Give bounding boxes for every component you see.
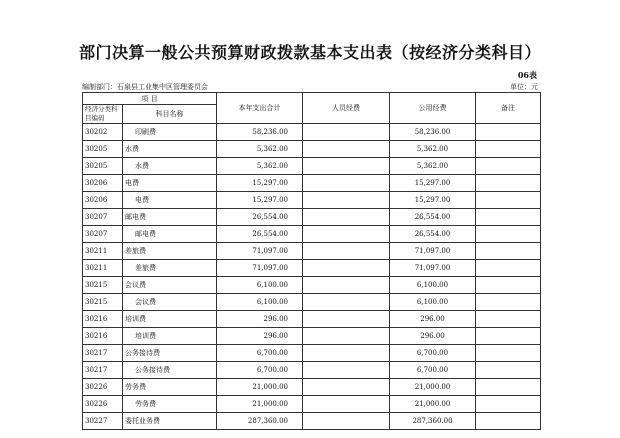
cell-personnel [303, 124, 390, 141]
cell-name: 电费 [123, 192, 217, 209]
cell-public: 5,362.00 [390, 158, 476, 175]
table-row [83, 175, 541, 192]
cell-code: 30206 [83, 192, 123, 209]
cell-code: 30202 [83, 124, 123, 141]
cell-total: 58,236.00 [217, 124, 303, 141]
cell-name: 委托业务费 [123, 413, 217, 430]
cell-personnel [303, 141, 390, 158]
cell-remark [476, 175, 541, 192]
cell-remark [476, 226, 541, 243]
table-row [83, 328, 541, 345]
table-row [83, 311, 541, 328]
cell-public: 6,100.00 [390, 294, 476, 311]
cell-total: 5,362.00 [217, 158, 303, 175]
cell-public: 15,297.00 [390, 175, 476, 192]
cell-remark [476, 328, 541, 345]
cell-public: 21,000.00 [390, 379, 476, 396]
cell-name: 差旅费 [123, 260, 217, 277]
cell-total: 6,100.00 [217, 277, 303, 294]
cell-remark [476, 345, 541, 362]
cell-code: 30227 [83, 413, 123, 430]
cell-total: 6,100.00 [217, 294, 303, 311]
org-label: 编制部门：石泉县工业集中区管理委员会 [82, 83, 208, 91]
cell-public: 26,554.00 [390, 209, 476, 226]
table-code: 06表 [517, 70, 537, 80]
cell-name: 会议费 [123, 294, 217, 311]
cell-public: 6,700.00 [390, 362, 476, 379]
cell-public: 6,100.00 [390, 277, 476, 294]
cell-personnel [303, 413, 390, 430]
cell-code: 30217 [83, 345, 123, 362]
cell-personnel [303, 311, 390, 328]
cell-remark [476, 294, 541, 311]
cell-personnel [303, 243, 390, 260]
unit-label: 单位：元 [510, 83, 538, 91]
cell-code: 30226 [83, 396, 123, 413]
cell-name: 差旅费 [123, 243, 217, 260]
header-public: 公用经费 [390, 93, 476, 124]
cell-name: 印刷费 [123, 124, 217, 141]
cell-personnel [303, 362, 390, 379]
cell-code: 30217 [83, 362, 123, 379]
cell-personnel [303, 277, 390, 294]
table-row [83, 345, 541, 362]
header-remark: 备注 [476, 93, 541, 124]
cell-public: 71,097.00 [390, 260, 476, 277]
cell-code: 30205 [83, 141, 123, 158]
cell-code: 30215 [83, 294, 123, 311]
cell-public: 296.00 [390, 311, 476, 328]
cell-total: 21,000.00 [217, 396, 303, 413]
cell-remark [476, 277, 541, 294]
cell-code: 30216 [83, 328, 123, 345]
cell-total: 71,097.00 [217, 260, 303, 277]
cell-public: 5,362.00 [390, 141, 476, 158]
cell-name: 培训费 [123, 328, 217, 345]
cell-name: 电费 [123, 175, 217, 192]
cell-name: 公务接待费 [123, 345, 217, 362]
cell-remark [476, 362, 541, 379]
table-row [83, 158, 541, 175]
cell-name: 邮电费 [123, 226, 217, 243]
cell-total: 26,554.00 [217, 226, 303, 243]
cell-remark [476, 158, 541, 175]
cell-code: 30206 [83, 175, 123, 192]
expenditure-table [82, 92, 541, 430]
cell-remark [476, 311, 541, 328]
cell-personnel [303, 379, 390, 396]
table-row [83, 243, 541, 260]
cell-total: 21,000.00 [217, 379, 303, 396]
header-total: 本年支出合计 [217, 93, 303, 124]
cell-name: 劳务费 [123, 379, 217, 396]
cell-public: 58,236.00 [390, 124, 476, 141]
cell-code: 30207 [83, 226, 123, 243]
cell-personnel [303, 396, 390, 413]
cell-total: 6,700.00 [217, 362, 303, 379]
table-row [83, 192, 541, 209]
cell-total: 287,360.00 [217, 413, 303, 430]
table-row [83, 413, 541, 430]
cell-personnel [303, 328, 390, 345]
cell-code: 30211 [83, 243, 123, 260]
cell-total: 6,700.00 [217, 345, 303, 362]
cell-remark [476, 413, 541, 430]
cell-remark [476, 260, 541, 277]
cell-public: 26,554.00 [390, 226, 476, 243]
cell-name: 劳务费 [123, 396, 217, 413]
cell-remark [476, 209, 541, 226]
header-econ-code: 经济分类科目编码 [83, 105, 123, 124]
cell-code: 30205 [83, 158, 123, 175]
cell-public: 15,297.00 [390, 192, 476, 209]
cell-personnel [303, 209, 390, 226]
cell-remark [476, 192, 541, 209]
cell-personnel [303, 158, 390, 175]
cell-public: 6,700.00 [390, 345, 476, 362]
table-row [83, 396, 541, 413]
table-row [83, 124, 541, 141]
table-row [83, 294, 541, 311]
table-row [83, 260, 541, 277]
table-row [83, 277, 541, 294]
cell-personnel [303, 260, 390, 277]
cell-personnel [303, 175, 390, 192]
cell-code: 30226 [83, 379, 123, 396]
cell-remark [476, 396, 541, 413]
cell-personnel [303, 192, 390, 209]
cell-code: 30216 [83, 311, 123, 328]
table-row [83, 209, 541, 226]
cell-public: 21,000.00 [390, 396, 476, 413]
cell-name: 公务接待费 [123, 362, 217, 379]
cell-public: 287,360.00 [390, 413, 476, 430]
cell-total: 26,554.00 [217, 209, 303, 226]
cell-public: 296.00 [390, 328, 476, 345]
cell-name: 邮电费 [123, 209, 217, 226]
cell-total: 5,362.00 [217, 141, 303, 158]
cell-total: 296.00 [217, 328, 303, 345]
page-title: 部门决算一般公共预算财政拨款基本支出表（按经济分类科目） [78, 43, 541, 62]
table-row [83, 141, 541, 158]
header-personnel: 人员经费 [303, 93, 390, 124]
cell-personnel [303, 294, 390, 311]
cell-total: 71,097.00 [217, 243, 303, 260]
cell-name: 培训费 [123, 311, 217, 328]
cell-public: 71,097.00 [390, 243, 476, 260]
table-row [83, 362, 541, 379]
header-subject-name: 科目名称 [123, 105, 217, 124]
cell-name: 水费 [123, 141, 217, 158]
cell-personnel [303, 345, 390, 362]
cell-total: 296.00 [217, 311, 303, 328]
cell-remark [476, 124, 541, 141]
cell-code: 30215 [83, 277, 123, 294]
cell-code: 30211 [83, 260, 123, 277]
cell-total: 15,297.00 [217, 175, 303, 192]
cell-total: 15,297.00 [217, 192, 303, 209]
header-item: 项 目 [83, 93, 217, 105]
cell-name: 水费 [123, 158, 217, 175]
cell-remark [476, 243, 541, 260]
cell-personnel [303, 226, 390, 243]
cell-name: 会议费 [123, 277, 217, 294]
cell-remark [476, 379, 541, 396]
cell-code: 30207 [83, 209, 123, 226]
table-row [83, 379, 541, 396]
table-row [83, 226, 541, 243]
cell-remark [476, 141, 541, 158]
